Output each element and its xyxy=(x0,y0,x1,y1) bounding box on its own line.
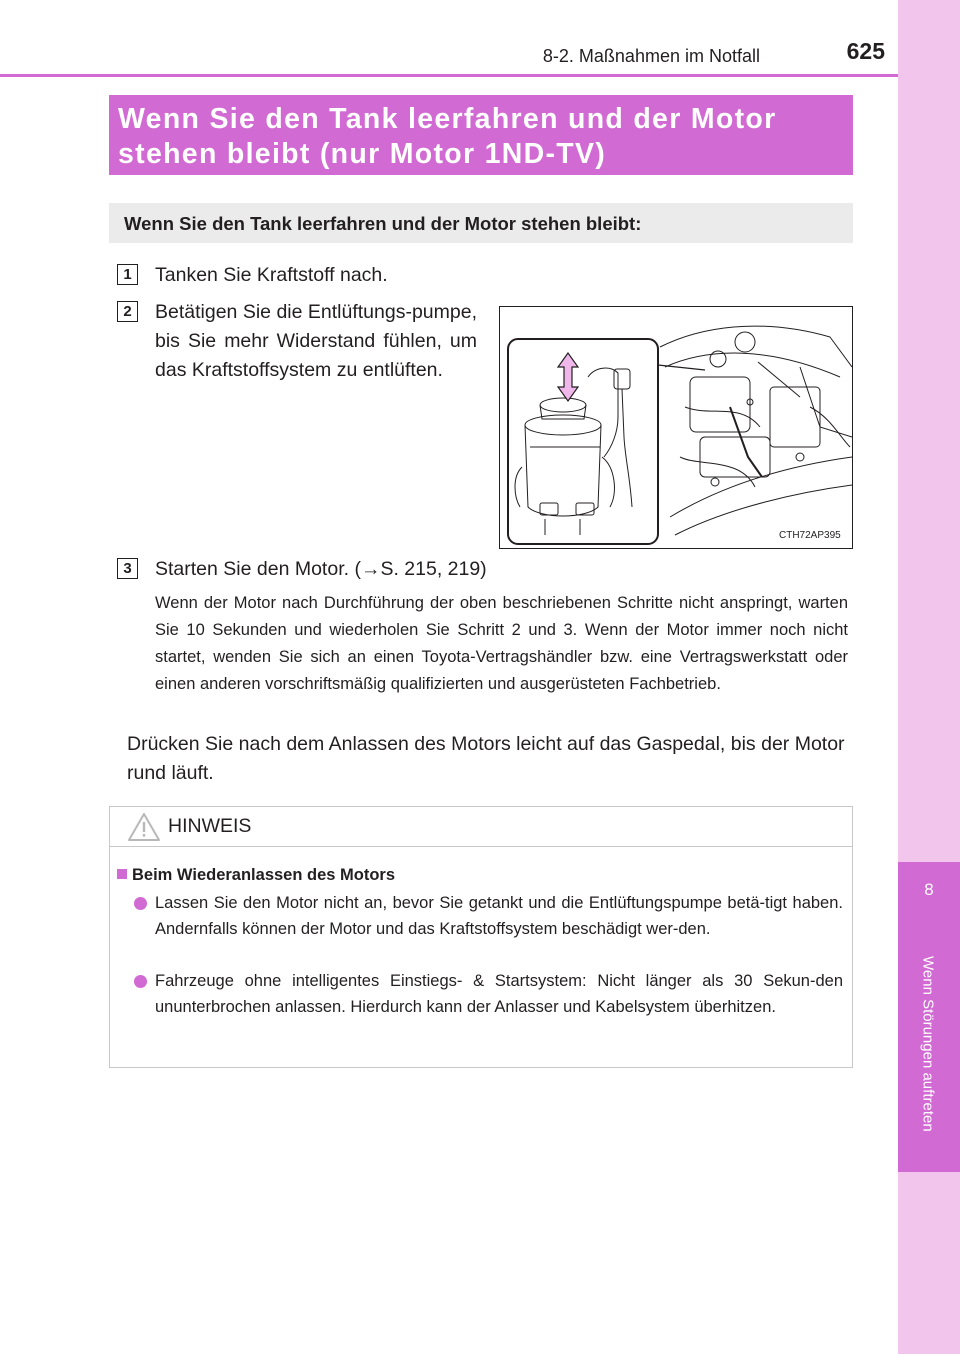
section-reference: 8-2. Maßnahmen im Notfall xyxy=(542,46,760,66)
figure-code: CTH72AP395 xyxy=(779,530,841,541)
notice-bullet-2: Fahrzeuge ohne intelligentes Einstiegs- & Startsystem: Nicht länger als 30 Sekun-den ununterbrochen anlassen. Hierdurch kann der Anlasser und Kabelsystem überhitzen. xyxy=(155,972,843,1016)
after-start-text: Drücken Sie nach dem Anlassen des Motors leicht auf das Gaspedal, bis der Motor rund läuft. xyxy=(127,733,845,784)
bullet-dot-icon xyxy=(134,897,147,910)
step-number-3: 3 xyxy=(117,558,138,579)
engine-illustration xyxy=(499,306,853,549)
step-text-1: Tanken Sie Kraftstoff nach. xyxy=(155,264,388,286)
warning-icon xyxy=(127,812,161,842)
title-line-2: stehen bleibt (nur Motor 1ND-TV) xyxy=(118,138,607,170)
step-3-note: Wenn der Motor nach Durchführung der oben beschriebenen Schritte nicht anspringt, warten Sie 10 Sekunden und wiederholen Sie Schritt 2 und 3. Wenn der Motor immer noch nicht startet, wenden Sie sich an einen Toyota-Vertragshändler bzw. eine Vertragswerkstatt oder einen anderen vorschriftsmäßig qualifizierten und ausgerüsteten Fachbetrieb. xyxy=(155,594,848,693)
page-number: 625 xyxy=(846,38,885,64)
square-bullet-icon xyxy=(117,869,127,879)
step-number-2: 2 xyxy=(117,301,138,322)
bullet-dot-icon xyxy=(134,975,147,988)
notice-heading-row xyxy=(117,866,395,885)
notice-divider xyxy=(109,846,853,847)
notice-heading: Beim Wiederanlassen des Motors xyxy=(132,866,396,884)
chapter-title: Wenn Störungen auftreten xyxy=(919,956,937,1132)
subheading: Wenn Sie den Tank leerfahren und der Motor stehen bleibt: xyxy=(109,203,853,243)
step-number-1: 1 xyxy=(117,264,138,285)
header-rule xyxy=(0,74,898,77)
title-line-1: Wenn Sie den Tank leerfahren und der Motor xyxy=(118,103,777,135)
step-text-2: Betätigen Sie die Entlüftungs-pumpe, bis Sie mehr Widerstand fühlen, um das Kraftstoffsystem zu entlüften. xyxy=(155,301,477,381)
title-band xyxy=(109,95,853,175)
chapter-number: 8 xyxy=(924,880,934,899)
step-text-3: Starten Sie den Motor. (→S. 215, 219) xyxy=(155,558,487,580)
notice-bullet-1: Lassen Sie den Motor nicht an, bevor Sie getankt und die Entlüftungspumpe betä-tigt haben. Andernfalls können der Motor und das Kraftstoffsystem beschädigt wer-den. xyxy=(155,894,843,938)
notice-title: HINWEIS xyxy=(168,815,252,837)
engine-illustration-svg xyxy=(500,307,853,549)
